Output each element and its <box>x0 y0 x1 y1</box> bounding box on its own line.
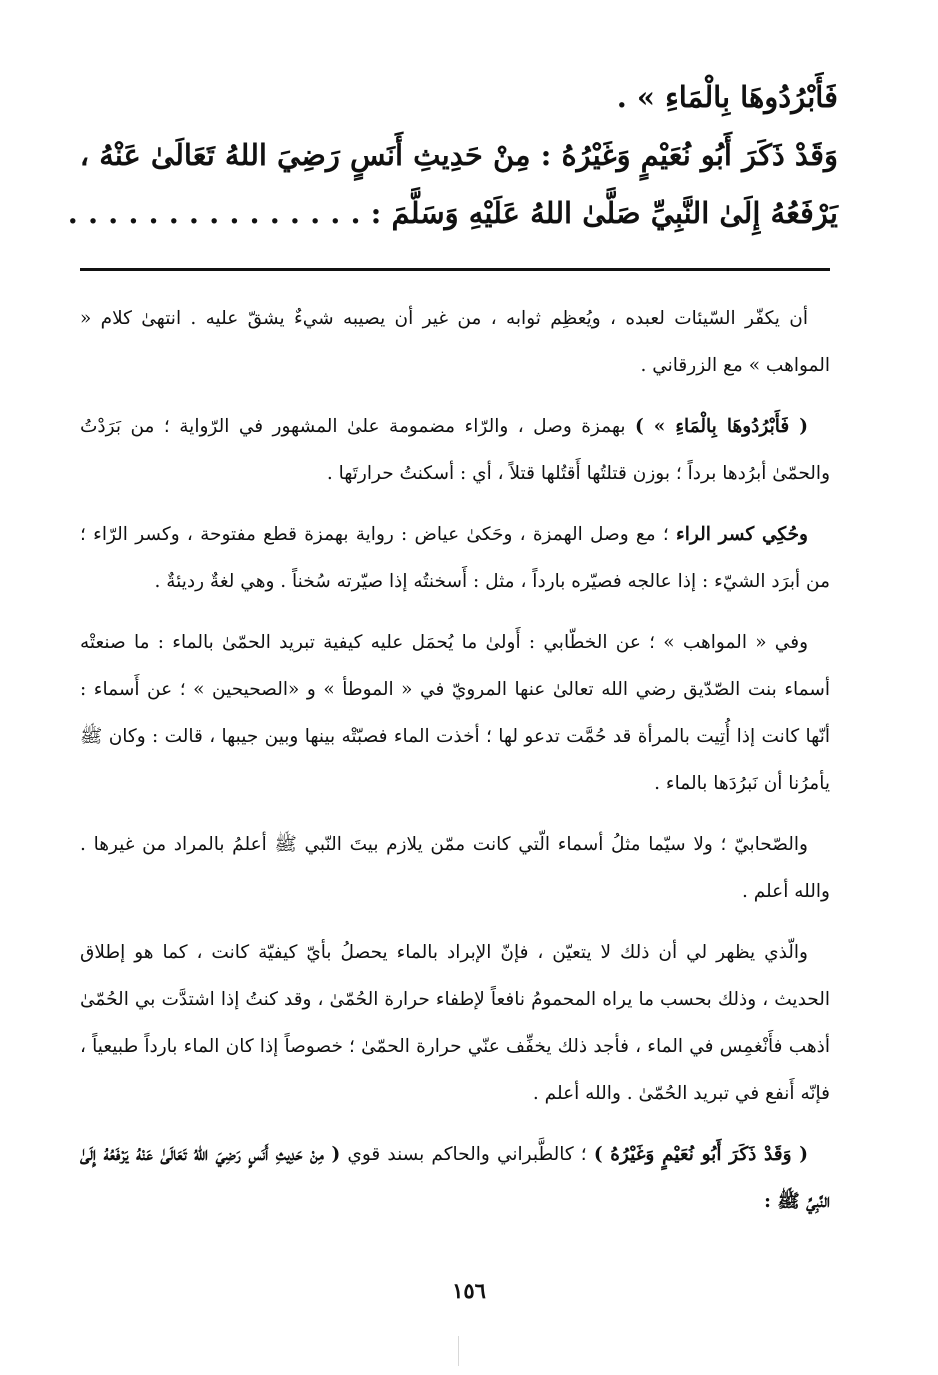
commentary-paragraph <box>80 403 830 497</box>
quoted-text: وحُكِي كسر الراء <box>676 524 808 545</box>
quoted-text: ( وَقَدْ ذَكَرَ أَبُو نُعَيْمٍ وَغَيْرُهُ ) <box>593 1144 808 1165</box>
page-number: ١٥٦ <box>452 1278 486 1303</box>
commentary-paragraph <box>80 511 830 605</box>
main-text-line: فَأَبْرُدُوهَا بِالْمَاءِ » . <box>616 80 838 114</box>
commentary-paragraph: والّذي يظهر لي أن ذلك لا يتعيّن ، فإنّ الإبراد بالماء يحصلُ بأيّ كيفيّة كانت ، كما هو إطلاق الحديث ، وذلك بحسب ما يراه المحمومُ نافعاً لإطفاء حرارة الحُمّىٰ ، وقد كنتُ إذا اشتدَّت بي الحُمّىٰ أذهب فأَنْغمِس في الماء ، فأجد ذلك يخفِّف عنّي حرارة الحمّىٰ ؛ خصوصاً إذا كان الماء بارداً طبيعياً ، فإنّه أَنفع في تبريد الحُمّىٰ . والله أعلم . <box>80 942 830 1104</box>
main-text-line: وَقَدْ ذَكَرَ أَبُو نُعَيْمٍ وَغَيْرُهُ : مِنْ حَدِيثِ أَنَسٍ رَضِيَ اللهُ تَعَالَىٰ عَنْهُ ، <box>79 138 838 172</box>
commentary <box>80 295 830 1239</box>
commentary-paragraph <box>80 1131 830 1225</box>
commentary-text: ؛ كالطَّبراني والحاكم بسند قوي <box>347 1144 587 1165</box>
commentary-paragraph: وفي « المواهب » ؛ عن الخطّابي : أَولىٰ ما يُحمَل عليه كيفية تبريد الحمّىٰ بالماء : ما صنعتْه أسماء بنت الصّدّيق رضي الله تعالىٰ عنها المرويّ في « الموطأ » و «الصحيحين » ؛ عن أَسماء : أنّها كانت إذا أُتِيت بالمرأة قد حُمَّت تدعو لها ؛ أخذت الماء فصبّتْه بينها وبين جيبها ، قالت : وكان ﷺ يأمرُنا أن نَبرُدَها بالماء . <box>80 632 830 794</box>
commentary-text: بهمزة وصل ، والرّاء مضمومة علىٰ المشهور في الرّواية ؛ من بَرَدْتُ والحمّىٰ أبرُدها برداً ؛ بوزن قتلتُها أَقتُلها قتلاً ، أي : أسكنتُ حرارتَها . <box>80 416 830 484</box>
separator-rule <box>80 268 830 271</box>
quoted-text: ( مِنْ حَدِيثِ أَنَسٍ رَضِيَ اللهُ تَعَالَىٰ عَنْهُ يَرْفَعُهُ إِلَىٰ النَّبِيِّ ﷺ : <box>80 1144 830 1212</box>
quoted-text: ( فَأَبْرُدُوهَا بِالْمَاءِ » ) <box>635 416 808 437</box>
commentary-paragraph: والصّحابيّ ؛ ولا سيّما مثلُ أسماء الّتي كانت ممّن يلازم بيتَ النّبي ﷺ أعلمُ بالمراد من غيرها . والله أعلم . <box>80 834 830 902</box>
binding-crease <box>458 1336 459 1366</box>
main-text <box>67 68 838 242</box>
commentary-paragraph: أن يكفّر السّيئات لعبده ، ويُعظِم ثوابه ، من غير أن يصيبه شيءٌ يشقّ عليه . انتهىٰ كلام « المواهب » مع الزرقاني . <box>80 308 830 376</box>
commentary-text: ؛ مع وصل الهمزة ، وحَكىٰ عياض : رواية بهمزة قطع مفتوحة ، وكسر الرّاء ؛ من أبرَد الشيّء : إذا عالجه فصيّره بارداً ، مثل : أَسخنتُه إذا صيّرته سُخناً . وهي لغةٌ رديئةٌ . <box>80 524 830 592</box>
main-text-line: يَرْفَعُهُ إِلَىٰ النَّبِيِّ صَلَّىٰ اللهُ عَلَيْهِ وَسَلَّمَ : . . . . . . . . . . . . . . . <box>67 196 838 230</box>
